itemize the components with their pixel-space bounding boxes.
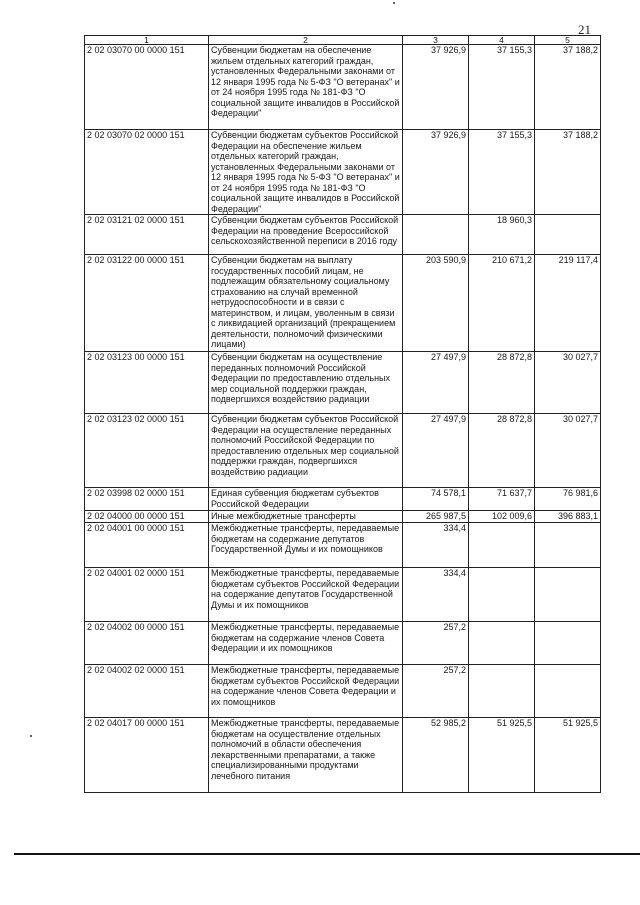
row-description: Межбюджетные трансферты, передаваемые бюджетам на содержание членов Совета Федерации и их помощников xyxy=(209,622,403,665)
row-code: 2 02 03121 02 0000 151 xyxy=(85,215,209,255)
row-code: 2 02 04002 00 0000 151 xyxy=(85,622,209,665)
row-value-3: 74 578,1 xyxy=(403,488,469,511)
row-code: 2 02 03070 00 0000 151 xyxy=(85,45,209,130)
row-description: Единая субвенция бюджетам субъектов Российской Федерации xyxy=(209,488,403,511)
row-code: 2 02 04001 00 0000 151 xyxy=(85,523,209,568)
column-header-5: 5 xyxy=(535,36,601,45)
row-value-5 xyxy=(535,523,601,568)
column-header-3: 3 xyxy=(403,36,469,45)
row-code: 2 02 04000 00 0000 151 xyxy=(85,511,209,523)
row-value-3: 27 497,9 xyxy=(403,414,469,488)
table-row xyxy=(85,215,601,255)
column-header-4: 4 xyxy=(469,36,535,45)
row-value-3: 257,2 xyxy=(403,622,469,665)
column-header-1: 1 xyxy=(85,36,209,45)
row-value-3: 334,4 xyxy=(403,523,469,568)
table-row xyxy=(85,622,601,665)
row-code: 2 02 03123 02 0000 151 xyxy=(85,414,209,488)
row-value-3: 203 590,9 xyxy=(403,255,469,352)
row-value-4: 102 009,6 xyxy=(469,511,535,523)
row-value-5 xyxy=(535,622,601,665)
table-row xyxy=(85,255,601,352)
row-description: Субвенции бюджетам субъектов Российской Федерации на обеспечение жильем отдельных категорий граждан, установленных Федеральными законами от 12 января 1995 года № 5-ФЗ "О ветеранах" и от 24 ноября 1995 года № 181-ФЗ "О социальной защите инвалидов в Российской Федерации" xyxy=(209,130,403,215)
row-code: 2 02 04017 00 0000 151 xyxy=(85,718,209,793)
table-row xyxy=(85,665,601,718)
table-row xyxy=(85,352,601,414)
table-header-row xyxy=(85,36,601,45)
row-value-5: 30 027,7 xyxy=(535,414,601,488)
row-description: Межбюджетные трансферты, передаваемые бюджетам на осуществление отдельных полномочий в области обеспечения лекарственными препаратами, а также специализированными продуктами лечебного питания xyxy=(209,718,403,793)
table-row xyxy=(85,523,601,568)
row-value-5 xyxy=(535,215,601,255)
row-value-5: 30 027,7 xyxy=(535,352,601,414)
table-row xyxy=(85,568,601,622)
row-value-5: 396 883,1 xyxy=(535,511,601,523)
row-value-4: 37 155,3 xyxy=(469,130,535,215)
row-value-3: 52 985,2 xyxy=(403,718,469,793)
row-description: Межбюджетные трансферты, передаваемые бюджетам на содержание депутатов Государственной Думы и их помощников xyxy=(209,523,403,568)
table-row xyxy=(85,511,601,523)
budget-table xyxy=(84,35,601,793)
row-value-5: 51 925,5 xyxy=(535,718,601,793)
table-row xyxy=(85,414,601,488)
row-description: Субвенции бюджетам субъектов Российской Федерации на осуществление переданных полномочий Российской Федерации по предоставлению отдельных мер социальной поддержки граждан, подвергшихся воздействию радиации xyxy=(209,414,403,488)
row-value-3 xyxy=(403,215,469,255)
row-description: Субвенции бюджетам на выплату государственных пособий лицам, не подлежащим обязательному социальному страхованию на случай временной нетрудоспособности и в связи с материнством, и лицам, уволенным в связи с ликвидацией организаций (прекращением деятельности, полномочий физическими лицами) xyxy=(209,255,403,352)
scan-speck xyxy=(393,2,395,4)
row-code: 2 02 04001 02 0000 151 xyxy=(85,568,209,622)
row-description: Субвенции бюджетам на обеспечение жильем отдельных категорий граждан, установленных Федеральными законами от 12 января 1995 года № 5-ФЗ "О ветеранах" и от 24 ноября 1995 года № 181-ФЗ "О социальной защите инвалидов в Российской Федерации" xyxy=(209,45,403,130)
row-code: 2 02 04002 02 0000 151 xyxy=(85,665,209,718)
row-value-4: 18 960,3 xyxy=(469,215,535,255)
row-value-5: 219 117,4 xyxy=(535,255,601,352)
row-code: 2 02 03122 00 0000 151 xyxy=(85,255,209,352)
row-value-4: 28 872,8 xyxy=(469,414,535,488)
table-row xyxy=(85,130,601,215)
row-value-4 xyxy=(469,523,535,568)
row-value-4 xyxy=(469,665,535,718)
row-value-5 xyxy=(535,568,601,622)
row-description: Межбюджетные трансферты, передаваемые бюджетам субъектов Российской Федерации на содержание членов Совета Федерации и их помощников xyxy=(209,665,403,718)
row-value-5: 76 981,6 xyxy=(535,488,601,511)
row-description: Субвенции бюджетам на осуществление переданных полномочий Российской Федерации по предоставлению отдельных мер социальной поддержки граждан, подвергшихся воздействию радиации xyxy=(209,352,403,414)
table-row xyxy=(85,488,601,511)
row-value-3: 334,4 xyxy=(403,568,469,622)
row-description: Межбюджетные трансферты, передаваемые бюджетам субъектов Российской Федерации на содержание депутатов Государственной Думы и их помощников xyxy=(209,568,403,622)
column-header-2: 2 xyxy=(209,36,403,45)
row-value-4: 51 925,5 xyxy=(469,718,535,793)
row-value-3: 37 926,9 xyxy=(403,130,469,215)
row-value-3: 37 926,9 xyxy=(403,45,469,130)
row-value-3: 27 497,9 xyxy=(403,352,469,414)
table-row xyxy=(85,45,601,130)
row-value-5: 37 188,2 xyxy=(535,130,601,215)
row-description: Иные межбюджетные трансферты xyxy=(209,511,403,523)
row-code: 2 02 03998 02 0000 151 xyxy=(85,488,209,511)
row-value-5 xyxy=(535,665,601,718)
scan-speck xyxy=(30,735,32,737)
row-description: Субвенции бюджетам субъектов Российской Федерации на проведение Всероссийской сельскохозяйственной переписи в 2016 году xyxy=(209,215,403,255)
row-value-5: 37 188,2 xyxy=(535,45,601,130)
row-value-4 xyxy=(469,568,535,622)
page-bottom-rule xyxy=(14,853,640,855)
table-row xyxy=(85,718,601,793)
page-number: 21 xyxy=(578,22,591,37)
row-value-3: 257,2 xyxy=(403,665,469,718)
row-value-4: 71 637,7 xyxy=(469,488,535,511)
row-value-4 xyxy=(469,622,535,665)
row-value-4: 28 872,8 xyxy=(469,352,535,414)
row-value-3: 265 987,5 xyxy=(403,511,469,523)
row-value-4: 210 671,2 xyxy=(469,255,535,352)
row-code: 2 02 03123 00 0000 151 xyxy=(85,352,209,414)
row-value-4: 37 155,3 xyxy=(469,45,535,130)
row-code: 2 02 03070 02 0000 151 xyxy=(85,130,209,215)
